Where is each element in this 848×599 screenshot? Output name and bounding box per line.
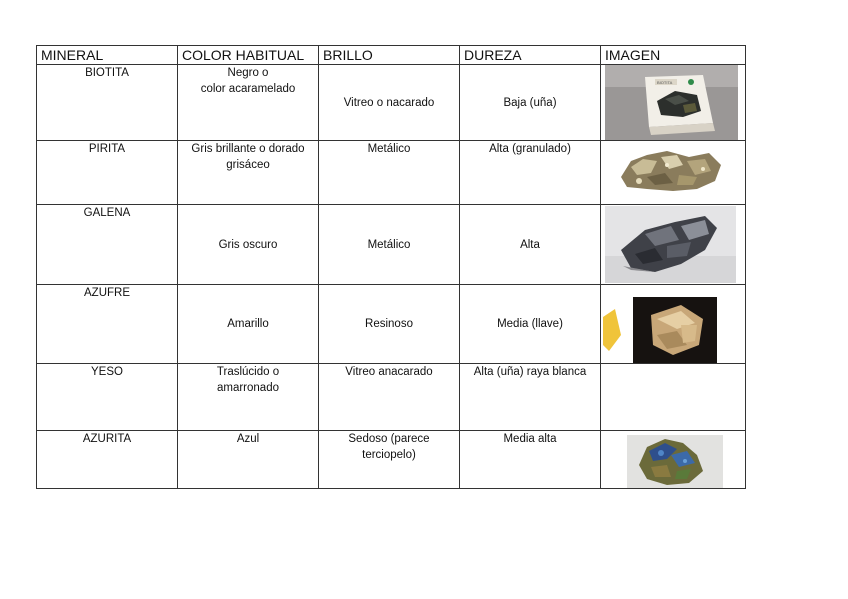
brillo-cell: Sedoso (parece terciopelo): [319, 431, 460, 489]
image-cell: [601, 431, 746, 489]
brillo-cell: Resinoso: [319, 285, 460, 364]
dureza-cell: Media alta: [460, 431, 601, 489]
mineral-name-cell: YESO: [37, 364, 178, 431]
brillo-cell: Vitreo o nacarado: [319, 65, 460, 141]
table-row: [37, 65, 746, 141]
dureza-cell: Media (llave): [460, 285, 601, 364]
dureza-cell: Alta (uña) raya blanca: [460, 364, 601, 431]
image-cell: [601, 65, 746, 141]
biotita-specimen-in-box-photo-icon: [605, 65, 738, 140]
header-imagen: IMAGEN: [601, 46, 746, 65]
mineral-name-cell: PIRITA: [37, 141, 178, 205]
table-row: [37, 364, 746, 431]
dureza-cell: Baja (uña): [460, 65, 601, 141]
header-row: [37, 46, 746, 65]
image-cell-empty: [601, 364, 746, 431]
header-brillo: BRILLO: [319, 46, 460, 65]
table-row: [37, 205, 746, 285]
table-row: [37, 141, 746, 205]
dureza-cell: Alta: [460, 205, 601, 285]
galena-specimen-photo-icon: [605, 206, 736, 283]
color-cell: Gris brillante o dorado grisáceo: [178, 141, 319, 205]
azufre-crystal-photo-icon: [603, 295, 717, 363]
color-cell: Traslúcido o amarronado: [178, 364, 319, 431]
image-cell: [601, 205, 746, 285]
mineral-name-cell: AZUFRE: [37, 285, 178, 364]
color-cell: Negro o color acaramelado: [178, 65, 319, 141]
mineral-name-cell: AZURITA: [37, 431, 178, 489]
color-cell: Amarillo: [178, 285, 319, 364]
color-cell: Gris oscuro: [178, 205, 319, 285]
azurita-specimen-photo-icon: [627, 435, 723, 488]
mineral-name-cell: GALENA: [37, 205, 178, 285]
header-dureza: DUREZA: [460, 46, 601, 65]
dureza-cell: Alta (granulado): [460, 141, 601, 205]
pirita-specimen-photo-icon: [617, 147, 727, 195]
header-mineral: MINERAL: [37, 46, 178, 65]
svg-text:BIOTITA: BIOTITA: [657, 80, 673, 85]
brillo-cell: Vitreo anacarado: [319, 364, 460, 431]
mineral-name-cell: BIOTITA: [37, 65, 178, 141]
minerals-table: [36, 45, 746, 489]
header-color-habitual: COLOR HABITUAL: [178, 46, 319, 65]
image-cell: [601, 141, 746, 205]
color-cell: Azul: [178, 431, 319, 489]
brillo-cell: Metálico: [319, 141, 460, 205]
brillo-cell: Metálico: [319, 205, 460, 285]
table-row: [37, 431, 746, 489]
image-cell: [601, 285, 746, 364]
table-row: [37, 285, 746, 364]
